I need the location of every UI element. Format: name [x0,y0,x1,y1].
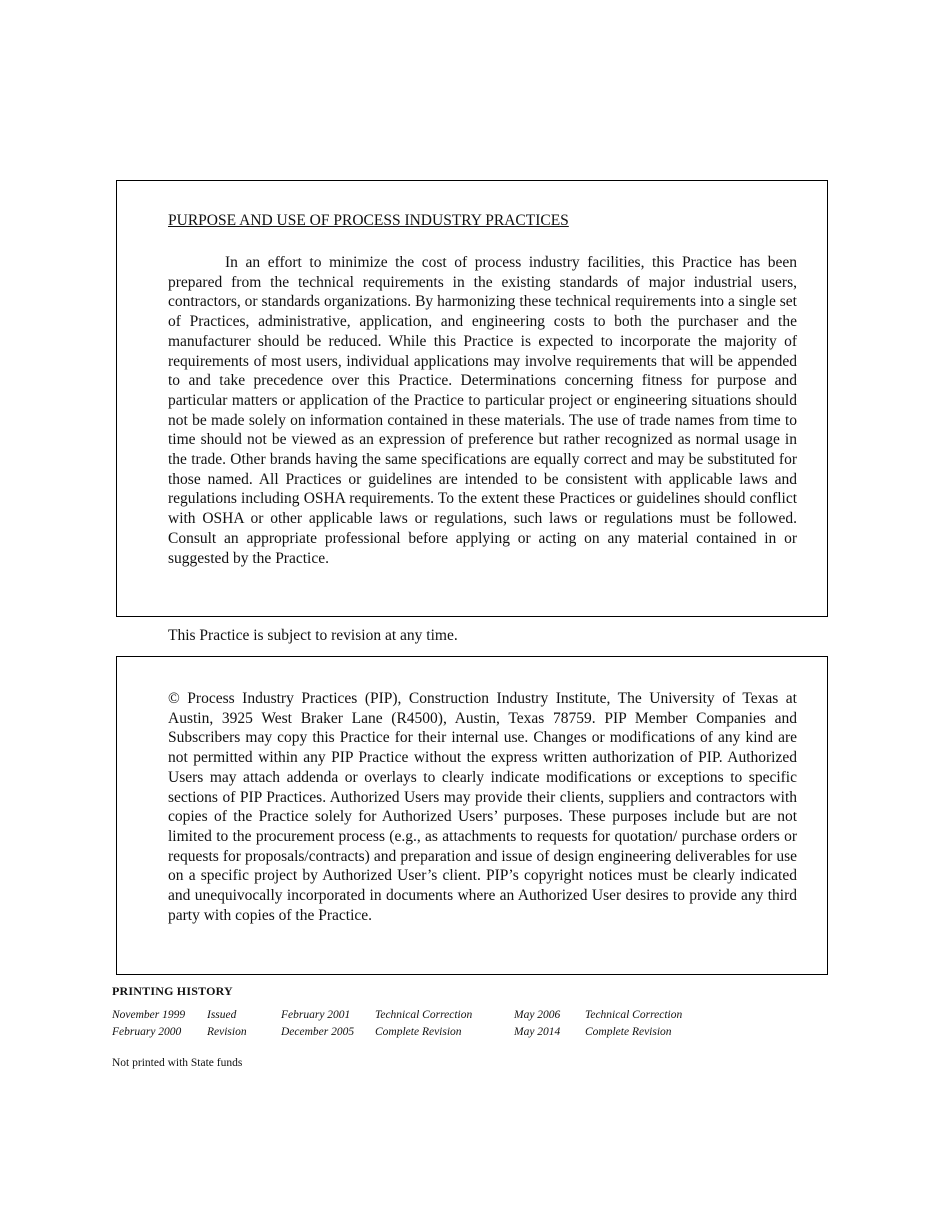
printing-history-row [112,1026,812,1042]
copyright-section-box [116,656,828,975]
history-action: Issued [207,1009,237,1021]
history-action: Technical Correction [585,1009,683,1021]
history-date: February 2001 [281,1009,351,1021]
funding-note: Not printed with State funds [112,1057,243,1069]
purpose-section-box [116,180,828,617]
purpose-section-title: PURPOSE AND USE OF PROCESS INDUSTRY PRACTICES [168,212,569,229]
history-date: May 2006 [514,1009,561,1021]
printing-history-row [112,1009,812,1025]
history-date: November 1999 [112,1009,186,1021]
history-action: Technical Correction [375,1009,473,1021]
history-date: December 2005 [281,1026,355,1038]
history-action: Complete Revision [375,1026,462,1038]
purpose-section-paragraph: In an effort to minimize the cost of process industry facilities, this Practice has been prepared from the technical requirements in the existing standards of major industrial users, contractors, or standards organizations. By harmonizing these technical requirements into a single set of Practices, administrative, application, and engineering costs to both the purchaser and the manufacturer should be reduced. While this Practice is expected to incorporate the majority of requirements of most users, individual applications may involve requirements that will be appended to and take precedence over this Practice. Determinations concerning fitness for purpose and particular matters or application of the Practice to particular project or engineering situations should not be made solely on information contained in these materials. The use of trade names from time to time should not be viewed as an expression of preference but rather recognized as normal usage in the trade. Other brands having the same specifications are equally correct and may be substituted for those named. All Practices or guidelines are intended to be consistent with applicable laws and regulations including OSHA requirements. To the extent these Practices or guidelines should conflict with OSHA or other applicable laws or regulations, such laws or regulations must be followed. Consult an appropriate professional before applying or acting on any material contained in or suggested by the Practice. [168,254,797,567]
copyright-paragraph: © Process Industry Practices (PIP), Construction Industry Institute, The University of Texas at Austin, 3925 West Braker Lane (R4500), Austin, Texas 78759. PIP Member Companies and Subscribers may copy this Practice for their internal use. Changes or modifications of any kind are not permitted within any PIP Practice without the express written authorization of PIP. Authorized Users may attach addenda or overlays to clearly indicate modifications or exceptions to specific sections of PIP Practices. Authorized Users may provide their clients, suppliers and contractors with copies of the Practice solely for Authorized Users’ purposes. These purposes include but are not limited to the procurement process (e.g., as attachments to requests for quotation/ purchase orders or requests for proposals/contracts) and preparation and issue of design engineering deliverables for use on a specific project by Authorized User’s client. PIP’s copyright notices must be clearly indicated and unequivocally incorporated in documents where an Authorized User desires to provide any third party with copies of the Practice. [168,690,797,924]
history-date: February 2000 [112,1026,182,1038]
history-action: Complete Revision [585,1026,672,1038]
history-date: May 2014 [514,1026,561,1038]
printing-history-heading: PRINTING HISTORY [112,984,233,998]
history-action: Revision [207,1026,247,1038]
revision-note: This Practice is subject to revision at any time. [168,627,458,644]
